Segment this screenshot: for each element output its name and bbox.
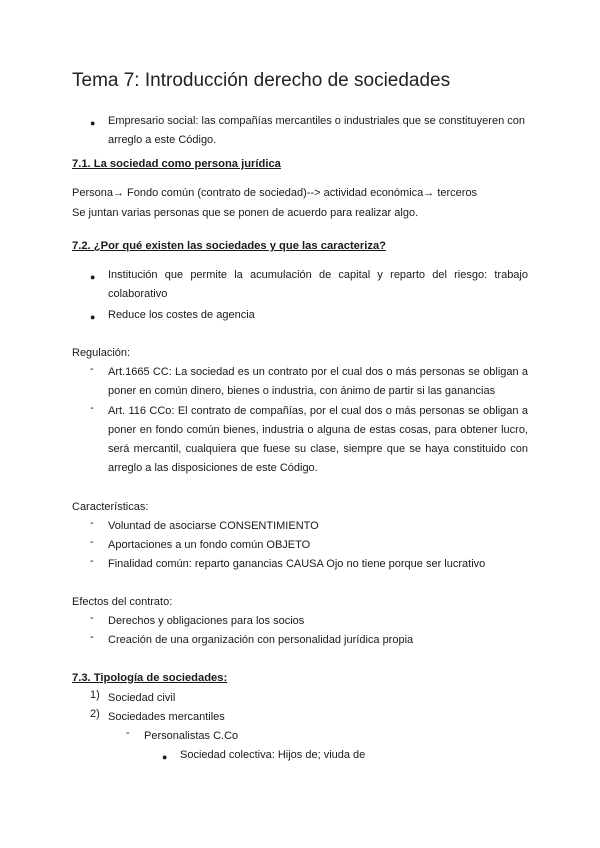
list-item: Derechos y obligaciones para los socios [108,615,305,627]
bullet-icon: ● [90,118,96,128]
list-number: 1) [90,689,100,701]
list-item: Sociedades mercantiles [108,711,225,723]
list-item: Personalistas C.Co [144,730,239,742]
caracteristicas-label: Características: [72,501,149,513]
list-item: Sociedad colectiva: Hijos de; viuda de [180,749,366,761]
list-item: Creación de una organización con personalidad jurídica propia [108,634,414,646]
dash-marker: - [90,555,94,567]
dash-marker: - [126,727,130,739]
list-item: Finalidad común: reparto ganancias CAUSA Ojo no tiene porque ser lucrativo [108,558,486,570]
list-number: 2) [90,708,100,720]
page-title: Tema 7: Introducción derecho de sociedades [72,70,451,91]
list-item: Institución que permite la acumulación de capital y reparto del riesgo: trabajo colaborativo [108,269,528,300]
section-heading-7-1: 7.1. La sociedad como persona jurídica [72,158,281,170]
dash-marker: - [90,402,94,414]
list-item: Aportaciones a un fondo común OBJETO [108,539,311,551]
bullet-icon: ● [162,752,168,762]
dash-marker: - [90,631,94,643]
section-heading-7-3: 7.3. Tipología de sociedades: [72,672,228,684]
section-heading-7-2: 7.2. ¿Por qué existen las sociedades y que las caracteriza? [72,240,387,252]
bullet-icon: ● [90,272,96,282]
dash-marker: - [90,612,94,624]
dash-marker: - [90,363,94,375]
paragraph-line: Se juntan varias personas que se ponen de acuerdo para realizar algo. [72,207,419,219]
dash-marker: - [90,517,94,529]
list-item: Reduce los costes de agencia [108,309,255,321]
list-item: Voluntad de asociarse CONSENTIMIENTO [108,520,319,532]
bullet-icon: ● [90,312,96,322]
list-item: Art. 116 CCo: El contrato de compañías, por el cual dos o más personas se obligan a poner en fondo común bienes, industria o alguna de estas cosas, para obtener lucro, será mercantil, cualquiera que fuese su clase, siempre que se haya constituido con arreglo a las disposiciones de este Código. [108,405,528,474]
dash-marker: - [90,536,94,548]
list-item: Art.1665 CC: La sociedad es un contrato por el cual dos o más personas se obligan a poner en común dinero, bienes o industria, con ánimo de partir si las ganancias [108,366,528,397]
regulacion-label: Regulación: [72,347,131,359]
intro-bullet-text: Empresario social: las compañías mercantiles o industriales que se constituyeren con arreglo a este Código. [108,115,525,146]
efectos-label: Efectos del contrato: [72,596,173,608]
list-item: Sociedad civil [108,692,176,704]
paragraph-line: Persona→ Fondo común (contrato de sociedad)--> actividad económica→ terceros [72,187,478,199]
